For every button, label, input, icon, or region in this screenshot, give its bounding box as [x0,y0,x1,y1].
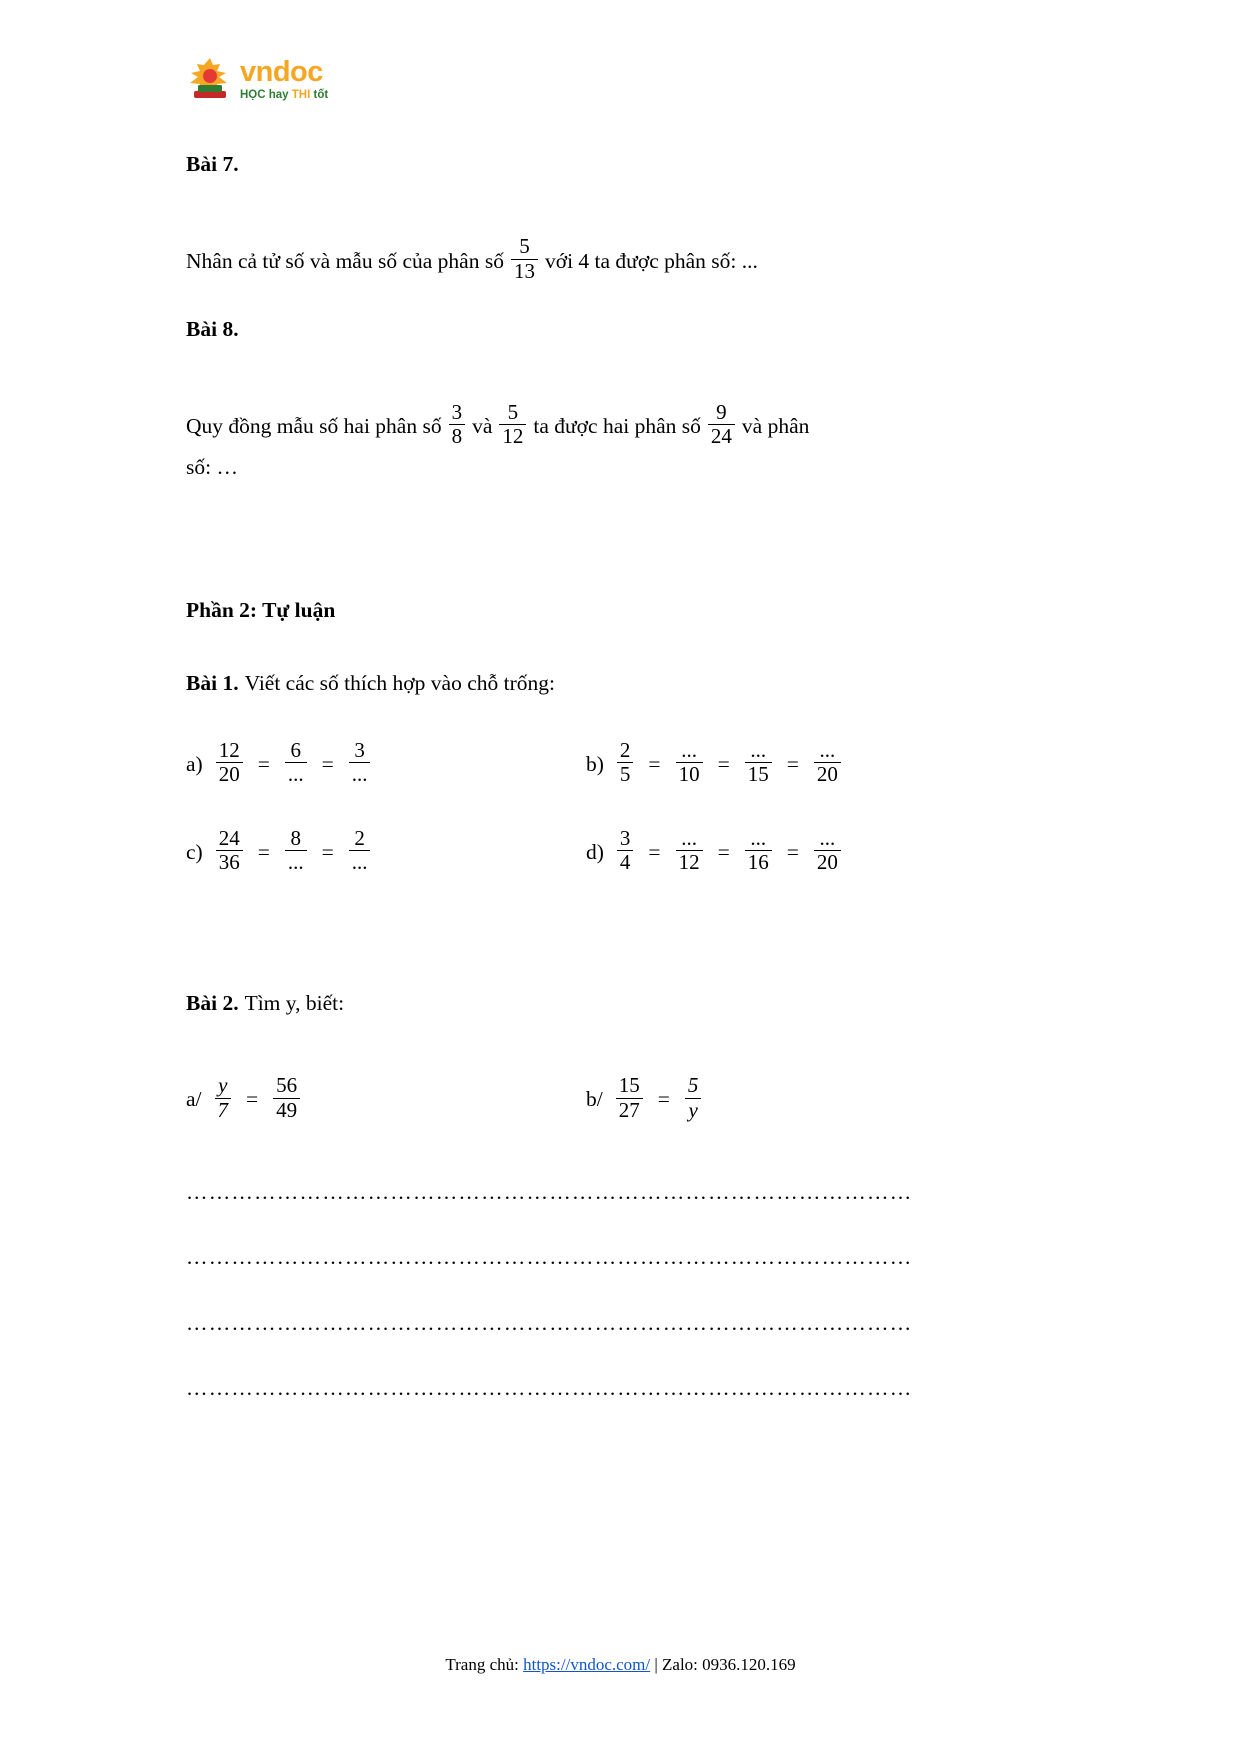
answer-line: …………………………………………………………………………………… [186,1375,913,1400]
fraction-numerator: ... [681,737,697,762]
bai1-a-fraction-3 [349,739,371,787]
fraction-numerator: 6 [290,737,301,762]
fraction-denominator: 8 [449,424,466,449]
bai7-text-after: với 4 ta được phân số: ... [544,248,758,273]
bai1-b-fraction-1 [617,739,634,787]
equals-sign: = [786,751,799,776]
fraction-numerator: 3 [354,737,365,762]
bai2-row [186,1073,1066,1124]
footer-prefix: Trang chủ: [445,1655,524,1674]
logo-slogan-thi: THI [288,88,311,101]
bai2-item-a-letter: a/ [186,1087,202,1112]
bai2-item-b [586,1073,1026,1124]
fraction-numerator: ... [681,825,697,850]
equals-sign: = [648,840,661,865]
bai1-a-fraction-2 [285,739,307,787]
fraction-denominator: 20 [216,762,243,787]
fraction-denominator: 4 [617,850,634,875]
fraction-numerator: y [218,1073,228,1097]
fraction-denominator: ... [285,850,307,875]
equals-sign: = [257,840,270,865]
bai1-d-fraction-2 [676,827,703,875]
bai1-item-d-letter: d) [586,840,604,865]
fraction-denominator: 16 [745,850,772,875]
bai2-b-left-fraction [616,1074,643,1122]
bai1-row-2 [186,825,1066,877]
fraction-numerator: 15 [618,1073,640,1097]
bai1-c-fraction-3 [349,827,371,875]
fraction-numerator: 8 [290,825,301,850]
fraction-denominator: 12 [676,850,703,875]
bai8-text-4: và phân [741,414,810,439]
bai1-b-fraction-2 [676,739,703,787]
page-footer [0,1655,1241,1675]
answer-line: …………………………………………………………………………………… [186,1245,913,1270]
equals-sign: = [321,751,334,776]
bai1-c-fraction-1 [216,827,243,875]
fraction-numerator: 3 [451,399,463,424]
document-content [186,148,1066,1437]
bai8-text-3: ta được hai phân số [533,414,701,439]
part2-title: Phần 2: Tự luận [186,598,336,622]
bai1-item-a-letter: a) [186,751,203,776]
bai2-item-b-letter: b/ [586,1087,603,1112]
bai1-item-b-letter: b) [586,751,604,776]
logo-slogan [240,90,328,102]
fraction-denominator: ... [285,762,307,787]
logo-mark-icon [186,55,234,103]
bai2-label: Bài 2. [186,990,239,1015]
bai1-heading [186,667,1066,700]
bai7-statement [186,234,1066,285]
fraction-numerator: 2 [619,737,631,762]
fraction-denominator: 7 [215,1098,232,1123]
fraction-numerator: 2 [354,825,365,850]
bai7-fraction [511,235,538,283]
bai8-text-5: số: … [186,454,238,479]
bai1-item-d [586,825,1026,877]
equals-sign: = [648,751,661,776]
equals-sign: = [257,751,270,776]
fraction-denominator: 13 [511,259,538,284]
bai1-d-fraction-3 [745,827,772,875]
bai2-item-a [186,1073,586,1124]
fraction-denominator: ... [349,850,371,875]
bai1-a-fraction-1 [216,739,243,787]
bai1-b-fraction-4 [814,739,841,787]
bai1-label: Bài 1. [186,671,239,696]
fraction-denominator: 12 [499,424,526,449]
bai8-fraction-3 [708,401,735,449]
bai2-heading [186,987,1066,1020]
answer-line: …………………………………………………………………………………… [186,1180,913,1205]
bai8-title: Bài 8. [186,317,239,342]
bai1-d-fraction-4 [814,827,841,875]
equals-sign: = [717,840,730,865]
fraction-denominator: y [685,1098,700,1123]
bai1-d-fraction-1 [617,827,634,875]
logo-name: vndoc [240,55,323,88]
logo-slogan-hoc: HỌC hay [240,88,289,101]
fraction-numerator: 9 [716,399,727,424]
equals-sign: = [321,840,334,865]
bai1-item-a [186,737,586,789]
fraction-numerator: ... [819,825,836,850]
fraction-denominator: 49 [273,1098,300,1123]
bai1-instruction: Viết các số thích hợp vào chỗ trống: [244,671,555,696]
bai2-answer-lines [186,1176,1066,1405]
equals-sign: = [246,1087,259,1112]
fraction-numerator: 12 [218,737,240,762]
footer-link[interactable]: https://vndoc.com/ [523,1655,651,1674]
fraction-numerator: 5 [687,1073,699,1097]
fraction-numerator: 24 [218,825,240,850]
fraction-denominator: 27 [616,1098,643,1123]
bai1-c-fraction-2 [285,827,307,875]
fraction-numerator: 3 [619,825,631,850]
bai1-item-c [186,825,586,877]
equals-sign: = [786,840,799,865]
bai1-row-1 [186,737,1066,789]
fraction-numerator: ... [750,825,767,850]
fraction-denominator: 36 [216,850,243,875]
bai8-fraction-2 [499,401,526,449]
bai2-a-left-fraction [215,1074,232,1122]
fraction-denominator: 15 [745,762,772,787]
answer-line: …………………………………………………………………………………… [186,1310,913,1335]
equals-sign: = [717,751,730,776]
bai8-text-1: Quy đồng mẫu số hai phân số [186,414,442,439]
fraction-denominator: 20 [814,850,841,875]
equals-sign: = [657,1087,670,1112]
bai7-text-before: Nhân cả tử số và mẫu số của phân số [186,248,504,273]
fraction-numerator: 5 [519,234,530,259]
bai1-b-fraction-3 [745,739,772,787]
bai8-text-2: và [472,414,493,439]
bai2-instruction: Tìm y, biết: [244,990,345,1015]
logo-slogan-tot: tốt [310,88,329,101]
bai7-title: Bài 7. [186,152,239,176]
fraction-denominator: 20 [814,762,841,787]
fraction-numerator: 5 [507,399,519,424]
bai8-statement [186,399,1066,451]
fraction-numerator: 56 [276,1073,298,1097]
footer-suffix: | Zalo: 0936.120.169 [650,1655,796,1674]
bai1-item-b [586,737,1026,789]
vndoc-logo [186,55,328,103]
bai8-fraction-1 [449,401,466,449]
fraction-denominator: 10 [676,762,703,787]
fraction-denominator: 24 [708,424,735,449]
bai2-b-right-fraction [685,1074,702,1122]
fraction-numerator: ... [819,737,836,762]
logo-text [240,55,329,104]
fraction-denominator: ... [349,762,371,787]
fraction-numerator: ... [750,737,767,762]
fraction-denominator: 5 [617,762,634,787]
bai2-a-right-fraction [273,1074,300,1122]
bai1-item-c-letter: c) [186,840,203,865]
